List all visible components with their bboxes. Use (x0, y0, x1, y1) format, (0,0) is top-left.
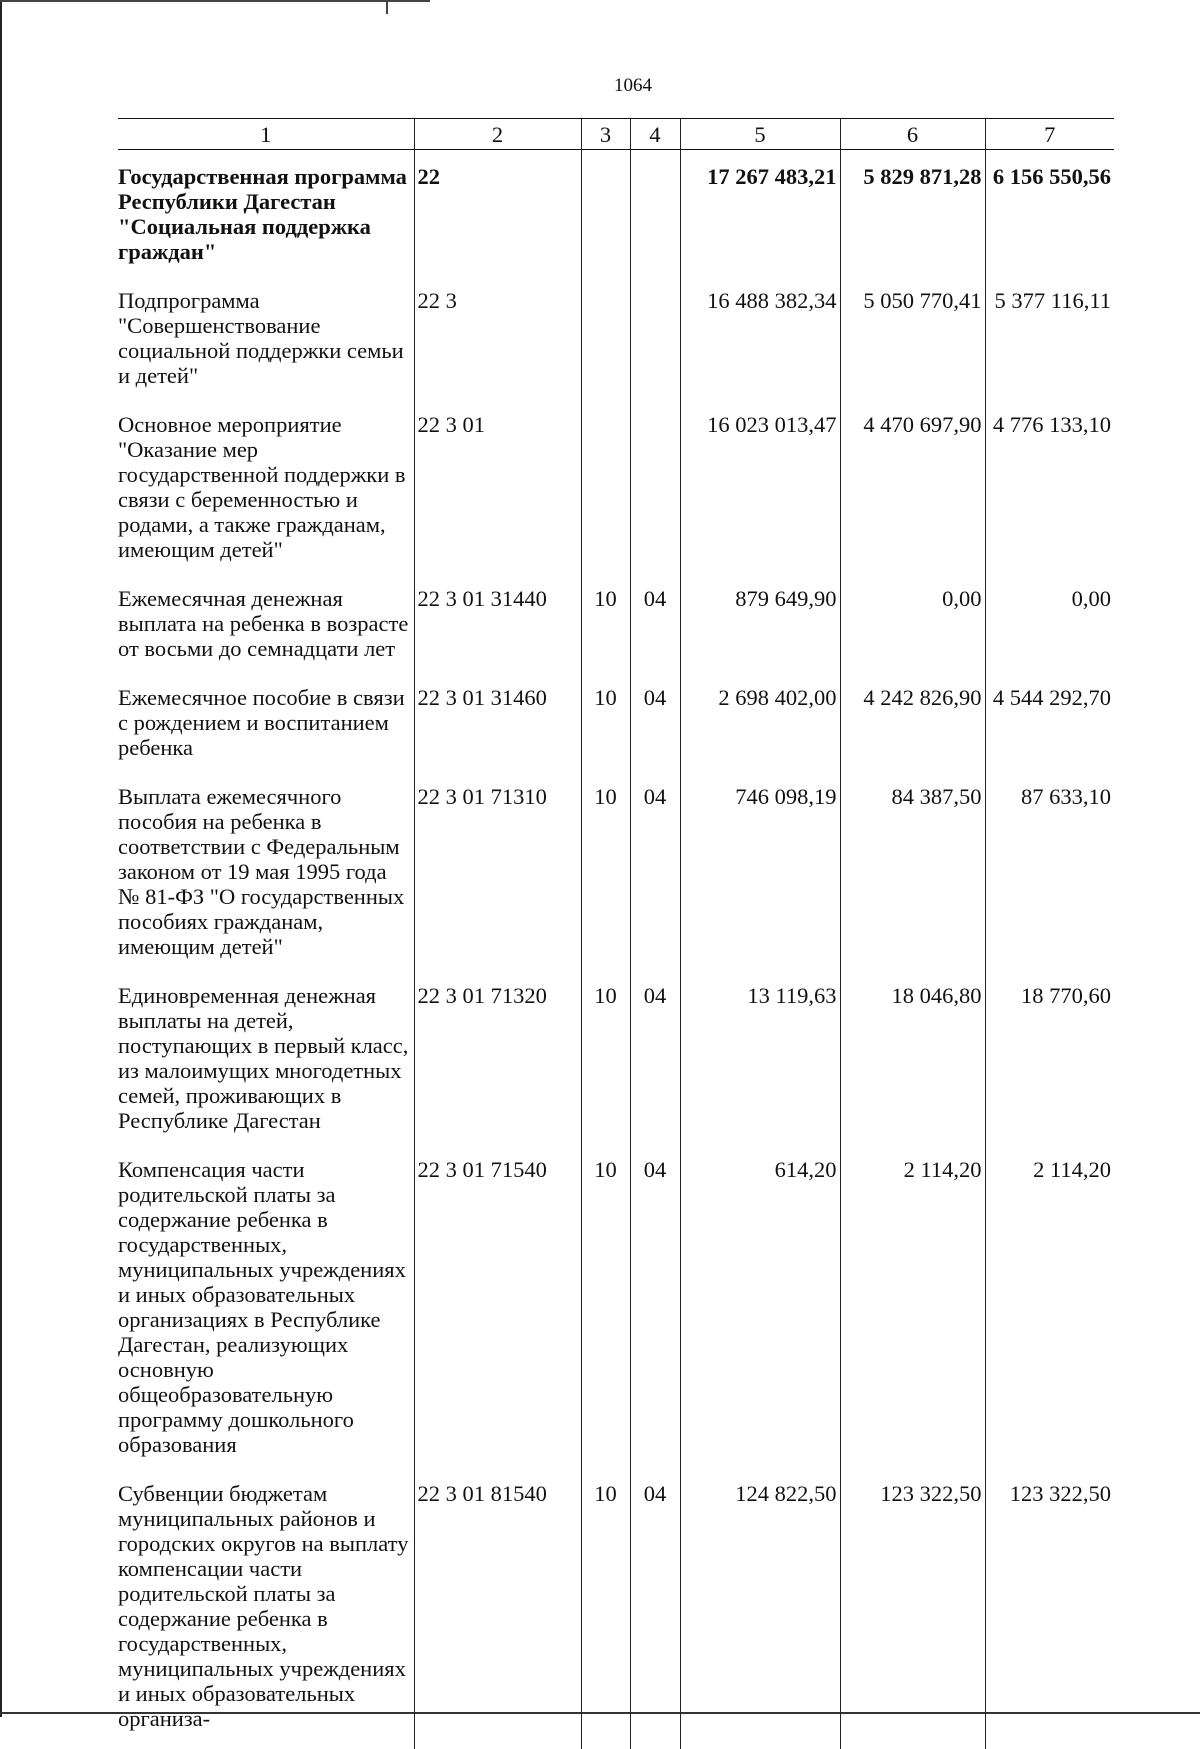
table-row (118, 1157, 1114, 1481)
row-amount-col6: 84 387,50 (840, 784, 985, 983)
row-name-cell: Основное мероприятие "Оказание мер государственной поддержки в связи с беременностью и родами, а также гражданам, имеющим детей" (118, 412, 406, 562)
column-header: 1 (118, 119, 414, 150)
row-subsection-cell: 04 (630, 685, 680, 784)
row-name-cell: Подпрограмма "Совершенствование социальной поддержки семьи и детей" (118, 288, 404, 388)
row-name-cell: Единовременная денежная выплаты на детей, поступающих в первый класс, из малоимущих многодетных семей, проживающих в Республике Дагестан (118, 983, 409, 1133)
row-amount-col5: 746 098,19 (680, 784, 840, 983)
table-row (118, 784, 1114, 983)
row-name-cell: Выплата ежемесячного пособия на ребенка в соответствии с Федеральным законом от 19 мая 1995 года № 81-ФЗ "О государственных пособиях гражданам, имеющим детей" (118, 784, 405, 959)
table-row (118, 685, 1114, 784)
row-code-cell: 22 3 01 71320 (414, 983, 581, 1157)
table-row (118, 412, 1114, 586)
row-code-cell: 22 3 01 31440 (414, 586, 581, 685)
row-code-cell: 22 3 01 31460 (414, 685, 581, 784)
row-subsection-cell: 04 (630, 784, 680, 983)
row-name-cell: Субвенции бюджетам муниципальных районов и городских округов на выплату компенсации части родительской платы за содержание ребенка в государственных, муниципальных учреждениях и иных образовательных организа- (118, 1481, 409, 1731)
table-row (118, 150, 1114, 289)
column-header: 7 (985, 119, 1114, 150)
row-subsection-cell: 04 (630, 983, 680, 1157)
row-section-cell: 10 (581, 784, 630, 983)
row-amount-col5: 124 822,50 (680, 1481, 840, 1749)
row-amount-col5: 879 649,90 (680, 586, 840, 685)
row-code-cell: 22 3 01 71540 (414, 1157, 581, 1481)
row-name-cell: Государственная программа Республики Дагестан "Социальная поддержка граждан" (118, 164, 407, 264)
row-section-cell (581, 288, 630, 412)
row-subsection-cell: 04 (630, 1157, 680, 1481)
row-amount-col7: 4 544 292,70 (985, 685, 1114, 784)
row-subsection-cell: 04 (630, 1481, 680, 1749)
row-section-cell: 10 (581, 586, 630, 685)
row-subsection-cell (630, 288, 680, 412)
column-header: 5 (680, 119, 840, 150)
table-row (118, 288, 1114, 412)
row-code-cell: 22 3 01 71310 (414, 784, 581, 983)
row-amount-col5: 614,20 (680, 1157, 840, 1481)
row-code-cell: 22 (414, 150, 581, 289)
row-subsection-cell (630, 412, 680, 586)
scan-border-left (0, 0, 2, 1717)
table-row (118, 983, 1114, 1157)
column-header: 2 (414, 119, 581, 150)
row-amount-col6: 18 046,80 (840, 983, 985, 1157)
table-row (118, 1481, 1114, 1749)
row-code-cell: 22 3 (414, 288, 581, 412)
row-amount-col5: 16 488 382,34 (680, 288, 840, 412)
row-section-cell (581, 150, 630, 289)
row-name-cell: Ежемесячное пособие в связи с рождением и воспитанием ребенка (118, 685, 405, 760)
row-amount-col6: 5 050 770,41 (840, 288, 985, 412)
row-amount-col6: 4 470 697,90 (840, 412, 985, 586)
row-amount-col7: 6 156 550,56 (985, 150, 1114, 289)
row-amount-col6: 0,00 (840, 586, 985, 685)
row-amount-col7: 0,00 (985, 586, 1114, 685)
row-amount-col7: 4 776 133,10 (985, 412, 1114, 586)
row-section-cell: 10 (581, 685, 630, 784)
row-amount-col6: 2 114,20 (840, 1157, 985, 1481)
row-subsection-cell: 04 (630, 586, 680, 685)
row-name-cell: Компенсация части родительской платы за содержание ребенка в государственных, муниципальных учреждениях и иных образовательных организациях в Республике Дагестан, реализующих основную общеобразовательную программу дошкольного образования (118, 1157, 406, 1457)
row-section-cell (581, 412, 630, 586)
row-amount-col6: 123 322,50 (840, 1481, 985, 1749)
row-code-cell: 22 3 01 81540 (414, 1481, 581, 1749)
row-amount-col5: 2 698 402,00 (680, 685, 840, 784)
column-header: 4 (630, 119, 680, 150)
row-name-cell: Ежемесячная денежная выплата на ребенка в возрасте от восьми до семнадцати лет (118, 586, 409, 661)
row-amount-col7: 123 322,50 (985, 1481, 1114, 1749)
column-header: 6 (840, 119, 985, 150)
row-amount-col7: 18 770,60 (985, 983, 1114, 1157)
row-amount-col5: 13 119,63 (680, 983, 840, 1157)
row-amount-col5: 16 023 013,47 (680, 412, 840, 586)
scan-border-tick (386, 0, 388, 14)
row-section-cell: 10 (581, 1157, 630, 1481)
row-amount-col5: 17 267 483,21 (680, 150, 840, 289)
row-amount-col7: 2 114,20 (985, 1157, 1114, 1481)
row-amount-col7: 87 633,10 (985, 784, 1114, 983)
row-amount-col7: 5 377 116,11 (985, 288, 1114, 412)
row-amount-col6: 4 242 826,90 (840, 685, 985, 784)
budget-table (118, 118, 1114, 1749)
page-number: 1064 (614, 75, 652, 96)
row-section-cell: 10 (581, 1481, 630, 1749)
column-header: 3 (581, 119, 630, 150)
row-amount-col6: 5 829 871,28 (840, 150, 985, 289)
row-subsection-cell (630, 150, 680, 289)
row-code-cell: 22 3 01 (414, 412, 581, 586)
scan-border-top (0, 0, 430, 2)
table-row (118, 586, 1114, 685)
column-number-row (118, 119, 1114, 150)
row-section-cell: 10 (581, 983, 630, 1157)
